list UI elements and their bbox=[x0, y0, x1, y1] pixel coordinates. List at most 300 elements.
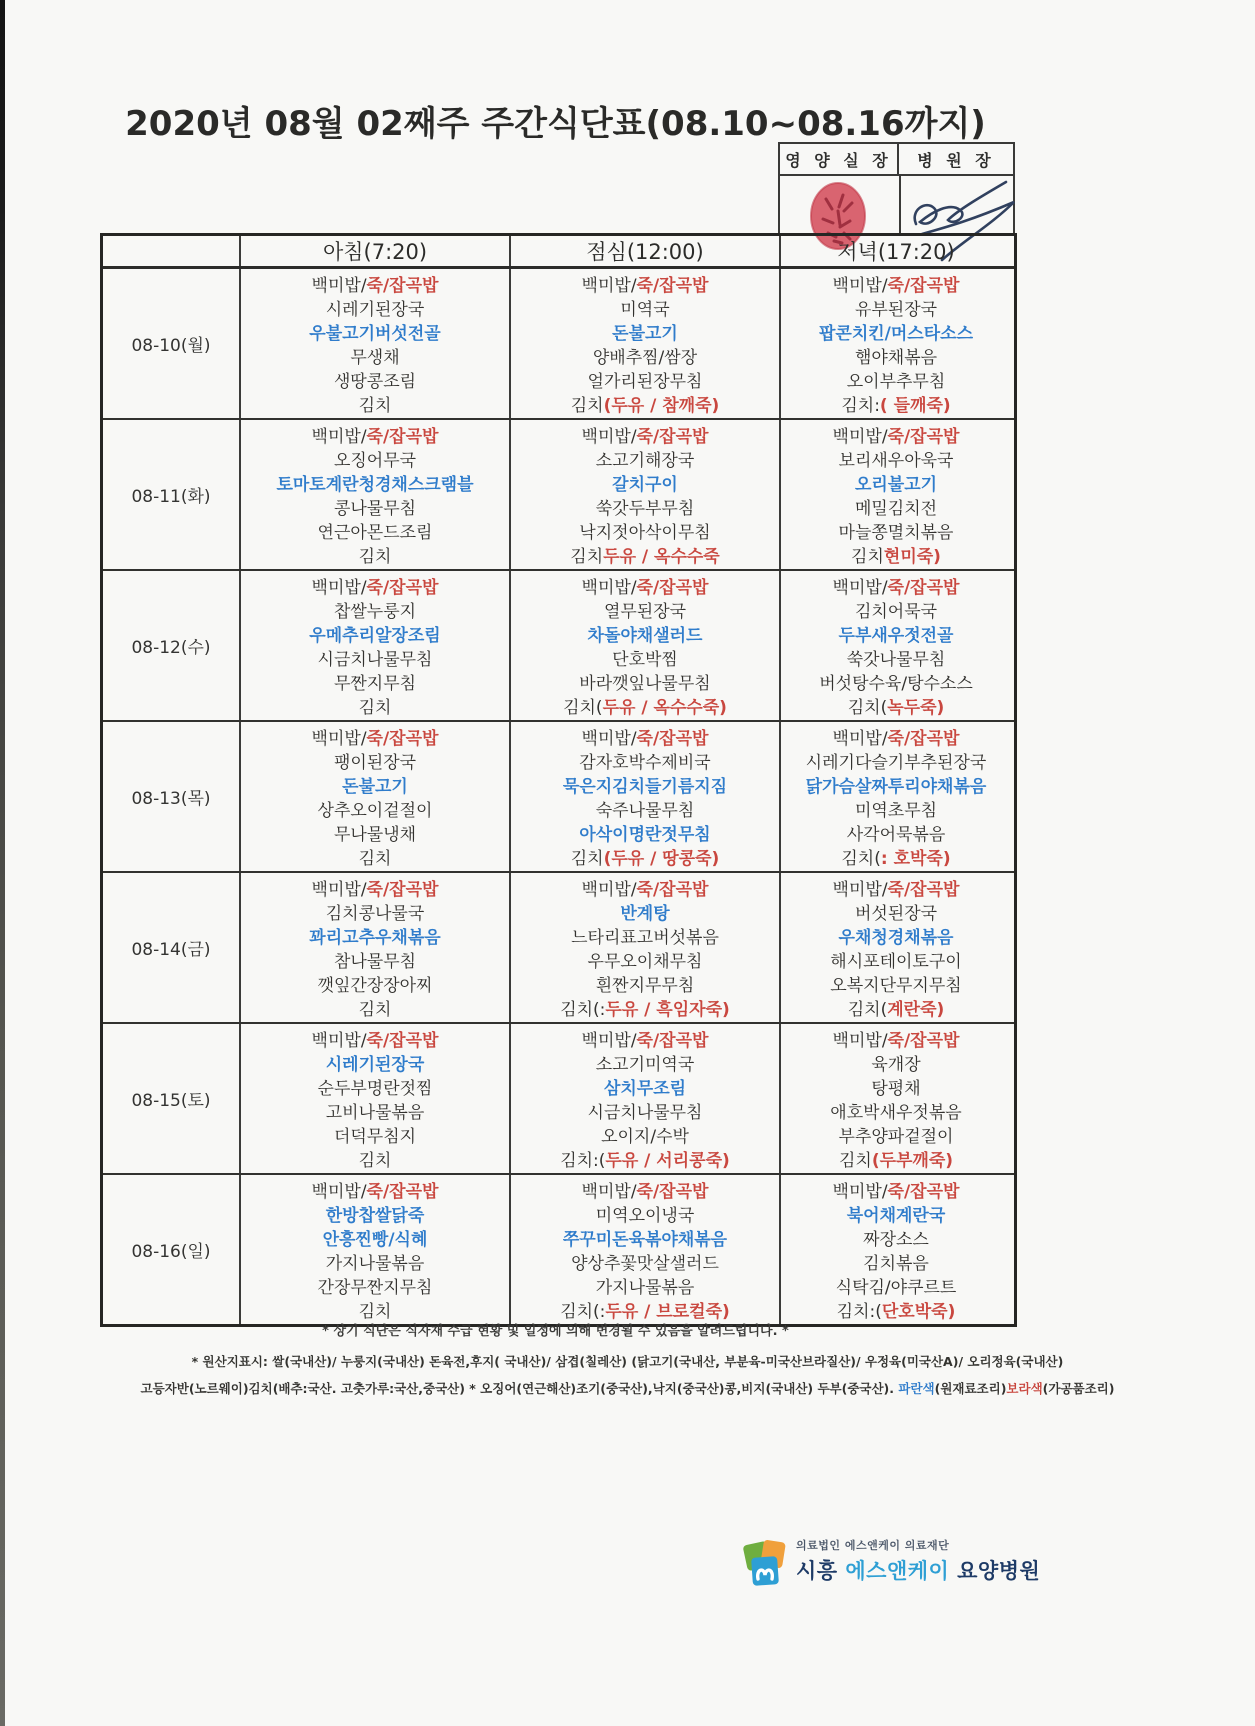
menu-line bbox=[781, 295, 1011, 319]
lunch-cell bbox=[511, 1175, 781, 1324]
menu-line bbox=[511, 392, 779, 416]
text-segment: 우메추리알장조림 bbox=[309, 625, 441, 646]
menu-line bbox=[241, 694, 509, 718]
menu-line bbox=[781, 1274, 1011, 1298]
menu-line bbox=[511, 1123, 779, 1147]
menu-line bbox=[781, 899, 1011, 923]
text-segment: 에스앤케이 bbox=[845, 1559, 950, 1583]
text-segment: 상추오이겉절이 bbox=[317, 801, 433, 822]
text-segment: : 호박죽) bbox=[880, 849, 951, 870]
lunch-cell bbox=[511, 722, 781, 871]
text-segment: 죽/잡곡밥 bbox=[636, 879, 709, 900]
menu-line bbox=[241, 470, 509, 494]
text-segment: 죽/잡곡밥 bbox=[636, 728, 709, 749]
text-segment: 오복지단무지무침 bbox=[830, 976, 962, 997]
menu-line bbox=[511, 1050, 779, 1074]
lunch-cell bbox=[511, 420, 781, 569]
text-segment: 가지나물볶음 bbox=[325, 1254, 425, 1275]
text-segment: 짜장소스 bbox=[863, 1229, 929, 1250]
breakfast-cell bbox=[241, 420, 511, 569]
text-segment: (가공품조리) bbox=[1042, 1381, 1115, 1396]
day-row-08-12(수) bbox=[103, 571, 1014, 722]
menu-line bbox=[511, 899, 779, 923]
menu-line bbox=[241, 948, 509, 972]
menu-line bbox=[511, 422, 779, 446]
menu-line bbox=[781, 422, 1011, 446]
lunch-cell bbox=[511, 873, 781, 1022]
menu-line bbox=[781, 797, 1011, 821]
menu-line bbox=[781, 392, 1011, 416]
text-segment: 숙주나물무침 bbox=[595, 801, 695, 822]
text-segment: 김치 bbox=[358, 1000, 392, 1021]
menu-line bbox=[511, 1177, 779, 1201]
menu-line bbox=[511, 295, 779, 319]
text-segment: 연근아몬드조림 bbox=[317, 523, 433, 544]
menu-line bbox=[511, 543, 779, 567]
text-segment: 탕평채 bbox=[871, 1078, 921, 1099]
text-segment: 김치 bbox=[358, 396, 392, 417]
menu-line bbox=[511, 1026, 779, 1050]
menu-line bbox=[241, 446, 509, 470]
text-segment: 김치(: bbox=[560, 1000, 606, 1021]
text-segment: 시레기다슬기부추된장국 bbox=[805, 752, 987, 773]
menu-line bbox=[241, 392, 509, 416]
menu-line bbox=[781, 319, 1011, 343]
note-menu-change: * 상기 식단은 식자재 수급 현황 및 일정에 의해 변경될 수 있음을 알려드립니다. * bbox=[322, 1324, 789, 1339]
text-segment: 김치: bbox=[841, 396, 880, 417]
text-segment: 돈불고기 bbox=[612, 323, 678, 344]
menu-line bbox=[781, 996, 1011, 1020]
text-segment: 백미밥/ bbox=[581, 879, 637, 900]
text-segment: 더덕무침지 bbox=[333, 1127, 417, 1148]
menu-line bbox=[511, 948, 779, 972]
menu-line bbox=[241, 1099, 509, 1123]
text-segment: 닭가슴살짜투리야채볶음 bbox=[805, 776, 987, 797]
menu-line bbox=[781, 875, 1011, 899]
text-segment: 갈치구이 bbox=[612, 474, 678, 495]
day-row-08-10(월) bbox=[103, 269, 1014, 420]
text-segment: 참나물무침 bbox=[333, 952, 417, 973]
lunch-cell bbox=[511, 269, 781, 418]
menu-line bbox=[241, 972, 509, 996]
menu-line bbox=[241, 1147, 509, 1171]
header-cell-dinner: 저녁(17:20) bbox=[837, 240, 955, 264]
menu-line bbox=[511, 1074, 779, 1098]
day-label: 08-15(토) bbox=[103, 1024, 241, 1173]
text-segment: 백미밥/ bbox=[581, 275, 637, 296]
breakfast-cell bbox=[241, 269, 511, 418]
menu-line bbox=[781, 1099, 1011, 1123]
menu-line bbox=[781, 573, 1011, 597]
text-segment: 요양병원 bbox=[949, 1559, 1041, 1583]
text-segment: 흰짠지무무침 bbox=[595, 976, 695, 997]
menu-line bbox=[241, 597, 509, 621]
menu-line bbox=[781, 621, 1011, 645]
text-segment: 김치 bbox=[358, 1151, 392, 1172]
text-segment: 무짠지무침 bbox=[333, 674, 417, 695]
dinner-cell bbox=[781, 873, 1011, 1022]
text-segment: 간장무짠지무침 bbox=[317, 1278, 433, 1299]
day-row-08-15(토) bbox=[103, 1024, 1014, 1175]
day-row-08-13(목) bbox=[103, 722, 1014, 873]
text-segment: 김치 bbox=[358, 849, 392, 870]
day-label: 08-14(금) bbox=[103, 873, 241, 1022]
menu-line bbox=[511, 495, 779, 519]
header-cell-breakfast: 아침(7:20) bbox=[241, 236, 511, 266]
text-segment: 두유 / 옥수수죽) bbox=[602, 698, 727, 719]
text-segment: 꽈리고추우채볶음 bbox=[309, 927, 441, 948]
menu-line bbox=[241, 1298, 509, 1322]
menu-line bbox=[781, 368, 1011, 392]
text-segment: 백미밥/ bbox=[581, 426, 637, 447]
text-segment: 김치 bbox=[851, 547, 884, 568]
text-segment: 백미밥/ bbox=[832, 728, 888, 749]
menu-line bbox=[241, 1274, 509, 1298]
text-segment: 우불고기버섯전골 bbox=[309, 323, 441, 344]
menu-line bbox=[511, 748, 779, 772]
menu-line bbox=[511, 319, 779, 343]
menu-line bbox=[241, 519, 509, 543]
menu-line bbox=[511, 694, 779, 718]
menu-line bbox=[781, 1177, 1011, 1201]
text-segment: 죽/잡곡밥 bbox=[887, 577, 960, 598]
menu-line bbox=[241, 344, 509, 368]
text-segment: 소고기미역국 bbox=[595, 1054, 695, 1075]
text-segment: 죽/잡곡밥 bbox=[366, 426, 439, 447]
dinner-cell bbox=[781, 1175, 1011, 1324]
text-segment: 소고기해장국 bbox=[595, 450, 695, 471]
text-segment: 녹두죽) bbox=[887, 698, 945, 719]
text-segment: 유부된장국 bbox=[854, 299, 938, 320]
menu-line bbox=[241, 495, 509, 519]
menu-line bbox=[241, 573, 509, 597]
menu-line bbox=[241, 368, 509, 392]
header-cell-lunch: 점심(12:00) bbox=[511, 236, 781, 266]
menu-line bbox=[241, 319, 509, 343]
approval-divider bbox=[899, 176, 901, 233]
menu-line bbox=[511, 1201, 779, 1225]
text-segment: 반계탕 bbox=[620, 903, 670, 924]
day-label: 08-10(월) bbox=[103, 269, 241, 418]
menu-line bbox=[241, 295, 509, 319]
text-segment: 무생채 bbox=[350, 348, 400, 369]
text-segment: 백미밥/ bbox=[311, 426, 367, 447]
text-segment: 미역초무침 bbox=[854, 801, 938, 822]
text-segment: 계란죽) bbox=[887, 1000, 945, 1021]
menu-line bbox=[511, 670, 779, 694]
text-segment: 시흥 bbox=[796, 1559, 846, 1583]
menu-line bbox=[781, 1201, 1011, 1225]
text-segment: 죽/잡곡밥 bbox=[366, 1030, 439, 1051]
menu-line bbox=[781, 1250, 1011, 1274]
text-segment: 쑥갓두부무침 bbox=[595, 499, 695, 520]
text-segment: 고등자반(노르웨이)김치(배추:국산. 고춧가루:국산,중국산) * 오징어(연근해산)조기(중국산),낙지(중국산)콩,비지(국내산) 두부(중국산). bbox=[140, 1381, 899, 1396]
menu-line bbox=[241, 422, 509, 446]
text-segment: 보라색 bbox=[1006, 1381, 1043, 1396]
text-segment: 북어채계란국 bbox=[846, 1205, 946, 1226]
logo-hospital-name bbox=[796, 1555, 1040, 1585]
text-segment: 쭈꾸미돈육볶야채볶음 bbox=[562, 1229, 728, 1250]
menu-line bbox=[241, 621, 509, 645]
dinner-cell bbox=[781, 1024, 1011, 1173]
text-segment: 얼가리된장무침 bbox=[587, 372, 703, 393]
text-segment: 김치(: bbox=[560, 1302, 606, 1323]
text-segment: 버섯된장국 bbox=[854, 903, 938, 924]
day-row-08-11(화) bbox=[103, 420, 1014, 571]
menu-line bbox=[781, 1026, 1011, 1050]
text-segment: 죽/잡곡밥 bbox=[636, 577, 709, 598]
menu-line bbox=[781, 821, 1011, 845]
text-segment: 가지나물볶음 bbox=[595, 1278, 695, 1299]
menu-line bbox=[241, 1250, 509, 1274]
menu-line bbox=[781, 271, 1011, 295]
text-segment: 오리불고기 bbox=[854, 474, 938, 495]
text-segment: 시금치나물무침 bbox=[587, 1103, 703, 1124]
text-segment: 죽/잡곡밥 bbox=[366, 879, 439, 900]
text-segment: 백미밥/ bbox=[832, 879, 888, 900]
lunch-cell bbox=[511, 1024, 781, 1173]
text-segment: 백미밥/ bbox=[311, 879, 367, 900]
dinner-cell bbox=[781, 571, 1011, 720]
text-segment: (원재료조리) bbox=[934, 1381, 1007, 1396]
menu-line bbox=[781, 597, 1011, 621]
menu-line bbox=[511, 724, 779, 748]
menu-line bbox=[511, 446, 779, 470]
text-segment: 사각어묵볶음 bbox=[846, 825, 946, 846]
text-segment: 죽/잡곡밥 bbox=[366, 275, 439, 296]
menu-line bbox=[781, 1298, 1011, 1322]
text-segment: 무나물냉채 bbox=[333, 825, 417, 846]
text-segment: 김치 bbox=[358, 547, 392, 568]
menu-line bbox=[511, 646, 779, 670]
menu-line bbox=[511, 1274, 779, 1298]
menu-line bbox=[781, 972, 1011, 996]
text-segment: 백미밥/ bbox=[311, 1030, 367, 1051]
text-segment: 육개장 bbox=[871, 1054, 921, 1075]
text-segment: 토마토계란청경채스크램블 bbox=[276, 474, 474, 495]
breakfast-cell bbox=[241, 873, 511, 1022]
text-segment: 김치( bbox=[847, 1000, 888, 1021]
text-segment: 백미밥/ bbox=[311, 275, 367, 296]
note-origin-line1: * 원산지표시: 쌀(국내산)/ 누룽지(국내산) 돈육전,후지( 국내산)/ 삼겹(칠레산) (닭고기(국내산, 부분육-미국산브라질산)/ 우정육(미국산A)/ 오리정육(국내산) bbox=[191, 1354, 1064, 1369]
menu-line bbox=[241, 1050, 509, 1074]
text-segment: 백미밥/ bbox=[832, 577, 888, 598]
menu-line bbox=[511, 875, 779, 899]
weekly-meal-table bbox=[100, 233, 1017, 1327]
text-segment: 미역오이냉국 bbox=[595, 1205, 695, 1226]
text-segment: 두유 / 흑임자죽) bbox=[605, 1000, 730, 1021]
text-segment: ( 들깨죽) bbox=[879, 396, 951, 417]
text-segment: 한방찹쌀닭죽 bbox=[325, 1205, 425, 1226]
text-segment: 삼치무조림 bbox=[603, 1078, 687, 1099]
menu-line bbox=[511, 344, 779, 368]
menu-line bbox=[511, 821, 779, 845]
menu-line bbox=[241, 1177, 509, 1201]
text-segment: 백미밥/ bbox=[832, 275, 888, 296]
text-segment: 시금치나물무침 bbox=[317, 650, 433, 671]
menu-line bbox=[781, 948, 1011, 972]
text-segment: 죽/잡곡밥 bbox=[366, 1181, 439, 1202]
menu-line bbox=[781, 446, 1011, 470]
text-segment: 오이지/수박 bbox=[601, 1127, 689, 1148]
text-segment: 백미밥/ bbox=[581, 1030, 637, 1051]
text-segment: 순두부명란젓찜 bbox=[317, 1078, 433, 1099]
menu-line bbox=[511, 1225, 779, 1249]
logo-foundation-text: 의료법인 에스앤케이 의료재단 bbox=[796, 1539, 950, 1552]
text-segment: 백미밥/ bbox=[832, 1181, 888, 1202]
breakfast-cell bbox=[241, 571, 511, 720]
day-label: 08-13(목) bbox=[103, 722, 241, 871]
text-segment: 양상추꽃맛살샐러드 bbox=[571, 1254, 719, 1275]
hospital-logo bbox=[742, 1537, 1040, 1589]
text-segment: 아삭이명란젓무침 bbox=[579, 825, 711, 846]
text-segment: 팽이된장국 bbox=[333, 752, 417, 773]
menu-line bbox=[781, 1074, 1011, 1098]
menu-line bbox=[781, 1225, 1011, 1249]
text-segment: 백미밥/ bbox=[581, 1181, 637, 1202]
menu-line bbox=[781, 344, 1011, 368]
approval-label-hospital-director: 병 원 장 bbox=[917, 150, 995, 170]
text-segment: 죽/잡곡밥 bbox=[887, 275, 960, 296]
text-segment: 깻잎간장장아찌 bbox=[317, 976, 433, 997]
menu-line bbox=[511, 519, 779, 543]
text-segment: 느타리표고버섯볶음 bbox=[571, 927, 719, 948]
menu-line bbox=[781, 772, 1011, 796]
text-segment: 고비나물볶음 bbox=[325, 1103, 425, 1124]
menu-line bbox=[511, 597, 779, 621]
text-segment: 팝콘치킨/머스타소스 bbox=[818, 323, 973, 344]
text-segment: 열무된장국 bbox=[603, 601, 687, 622]
menu-line bbox=[511, 573, 779, 597]
menu-line bbox=[781, 1147, 1011, 1171]
day-row-08-16(일) bbox=[103, 1175, 1014, 1324]
text-segment: 파란색 bbox=[898, 1381, 935, 1396]
text-segment: 죽/잡곡밥 bbox=[366, 577, 439, 598]
text-segment: 시레기된장국 bbox=[325, 1054, 425, 1075]
text-segment: 두유 / 브로컬죽) bbox=[605, 1302, 730, 1323]
text-segment: 김치 bbox=[570, 396, 604, 417]
menu-line bbox=[511, 621, 779, 645]
menu-line bbox=[511, 797, 779, 821]
text-segment: 김치 bbox=[838, 1151, 872, 1172]
text-segment: 김치콩나물국 bbox=[325, 903, 425, 924]
text-segment: 김치:( bbox=[560, 1151, 606, 1172]
text-segment: 양배추찜/쌈장 bbox=[592, 348, 698, 369]
text-segment: 낙지젓아삭이무침 bbox=[579, 523, 711, 544]
approval-box bbox=[778, 142, 1015, 235]
text-segment: 시레기된장국 bbox=[325, 299, 425, 320]
text-segment: 백미밥/ bbox=[832, 1030, 888, 1051]
table-header-row bbox=[103, 236, 1014, 269]
text-segment: 죽/잡곡밥 bbox=[887, 728, 960, 749]
menu-line bbox=[241, 670, 509, 694]
menu-line bbox=[241, 1201, 509, 1225]
menu-line bbox=[511, 996, 779, 1020]
menu-line bbox=[511, 368, 779, 392]
menu-line bbox=[781, 670, 1011, 694]
day-row-08-14(금) bbox=[103, 873, 1014, 1024]
text-segment: 죽/잡곡밥 bbox=[887, 1030, 960, 1051]
menu-line bbox=[241, 923, 509, 947]
text-segment: 백미밥/ bbox=[581, 577, 637, 598]
day-label: 08-16(일) bbox=[103, 1175, 241, 1324]
text-segment: (두유 / 땅콩죽) bbox=[603, 849, 720, 870]
text-segment: 메밀김치전 bbox=[854, 499, 938, 520]
menu-line bbox=[511, 972, 779, 996]
text-segment: 두유 / 옥수수죽 bbox=[603, 547, 720, 568]
text-segment: 백미밥/ bbox=[311, 1181, 367, 1202]
text-segment: 김치( bbox=[841, 849, 881, 870]
text-segment: 마늘쫑멸치볶음 bbox=[838, 523, 954, 544]
approval-label-nutrition-director: 영 양 실 장 bbox=[780, 144, 899, 174]
text-segment: 식탁김/야쿠르트 bbox=[835, 1278, 957, 1299]
dinner-cell bbox=[781, 269, 1011, 418]
text-segment: 김치 bbox=[570, 547, 604, 568]
text-segment: 해시포테이토구이 bbox=[830, 952, 962, 973]
text-segment: 김치 bbox=[358, 698, 392, 719]
text-segment: 차돌야채샐러드 bbox=[587, 625, 703, 646]
menu-line bbox=[241, 646, 509, 670]
menu-line bbox=[511, 271, 779, 295]
menu-line bbox=[511, 470, 779, 494]
dinner-cell bbox=[781, 722, 1011, 871]
text-segment: 보리새우아욱국 bbox=[838, 450, 954, 471]
menu-line bbox=[241, 797, 509, 821]
text-segment: 죽/잡곡밥 bbox=[636, 1030, 709, 1051]
text-segment: 죽/잡곡밥 bbox=[887, 879, 960, 900]
menu-line bbox=[241, 899, 509, 923]
text-segment: 김치:( bbox=[836, 1302, 882, 1323]
day-label: 08-11(화) bbox=[103, 420, 241, 569]
menu-line bbox=[241, 996, 509, 1020]
text-segment: 김치( bbox=[847, 698, 888, 719]
text-segment: 죽/잡곡밥 bbox=[887, 1181, 960, 1202]
lunch-cell bbox=[511, 571, 781, 720]
text-segment: 김치( bbox=[563, 698, 603, 719]
menu-line bbox=[511, 1099, 779, 1123]
menu-line bbox=[511, 1147, 779, 1171]
menu-line bbox=[781, 519, 1011, 543]
text-segment: 오이부추무침 bbox=[846, 372, 946, 393]
menu-line bbox=[781, 923, 1011, 947]
text-segment: 우채청경채볶음 bbox=[838, 927, 954, 948]
text-segment: 우무오이채무침 bbox=[587, 952, 703, 973]
text-segment: 김치 bbox=[358, 1302, 392, 1323]
note-origin-line2 bbox=[0, 1379, 1255, 1397]
text-segment: 버섯탕수육/탕수소스 bbox=[819, 674, 973, 695]
text-segment: 백미밥/ bbox=[311, 728, 367, 749]
text-segment: 단호박찜 bbox=[612, 650, 678, 671]
hospital-logo-icon bbox=[742, 1537, 788, 1589]
text-segment: (두부깨죽) bbox=[871, 1151, 954, 1172]
text-segment: (두유 / 참깨죽) bbox=[603, 396, 720, 417]
text-segment: 미역국 bbox=[620, 299, 670, 320]
menu-line bbox=[781, 646, 1011, 670]
text-segment: 묵은지김치들기름지짐 bbox=[562, 776, 728, 797]
breakfast-cell bbox=[241, 1024, 511, 1173]
text-segment: 백미밥/ bbox=[311, 577, 367, 598]
menu-line bbox=[241, 748, 509, 772]
scan-edge-shadow bbox=[0, 0, 5, 1726]
menu-line bbox=[781, 543, 1011, 567]
text-segment: 죽/잡곡밥 bbox=[366, 728, 439, 749]
menu-line bbox=[241, 1074, 509, 1098]
menu-line bbox=[781, 694, 1011, 718]
text-segment: 부추양파겉절이 bbox=[838, 1127, 954, 1148]
text-segment: 두유 / 서리콩죽) bbox=[605, 1151, 730, 1172]
text-segment: 생땅콩조림 bbox=[333, 372, 417, 393]
day-label: 08-12(수) bbox=[103, 571, 241, 720]
